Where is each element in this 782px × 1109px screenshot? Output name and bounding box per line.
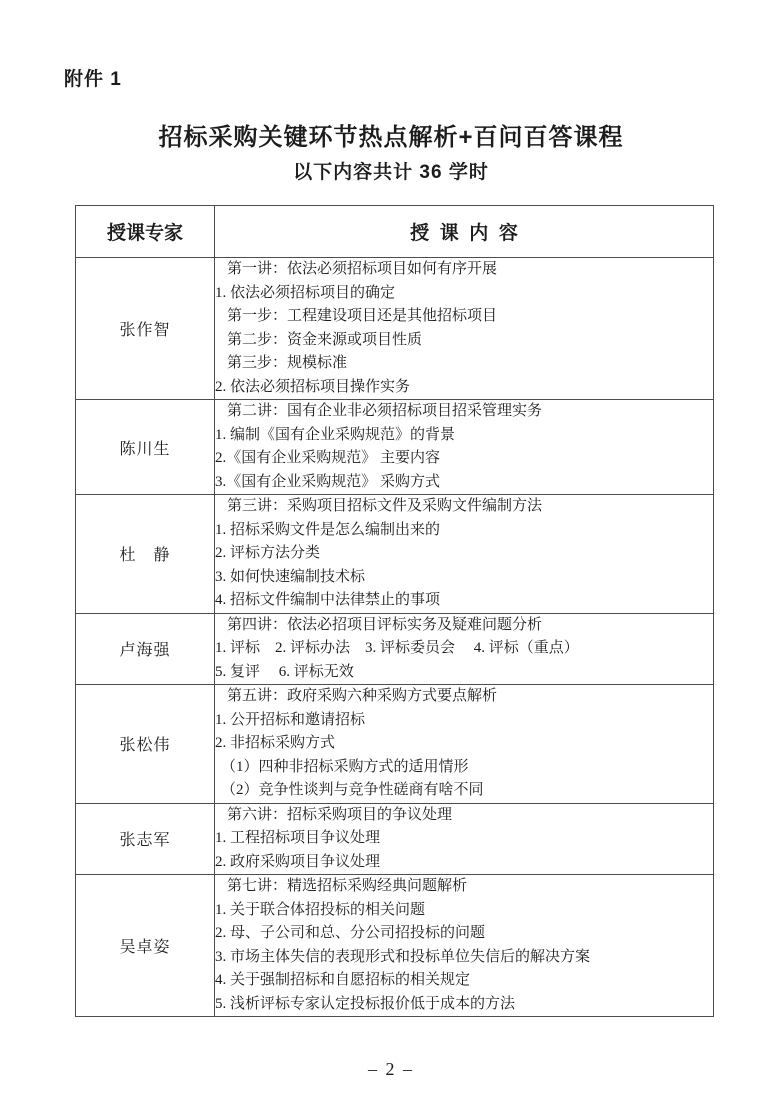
expert-name: 张志军 bbox=[76, 803, 215, 875]
content-line: 2. 评标方法分类 bbox=[215, 545, 321, 561]
content-line: 2. 政府采购项目争议处理 bbox=[215, 853, 381, 870]
content-line: 第七讲：精选招标采购经典问题解析 bbox=[227, 878, 468, 894]
content-line: 1. 关于联合体招投标的相关问题 bbox=[215, 901, 426, 918]
course-table bbox=[75, 205, 714, 1017]
content-line: 2. 非招标采购方式 bbox=[215, 735, 336, 751]
table-row bbox=[76, 685, 714, 804]
table-row bbox=[76, 400, 714, 495]
content-line: 1. 编制《国有企业采购规范》的背景 bbox=[215, 426, 456, 443]
table-row bbox=[76, 803, 714, 875]
content-line: 3.《国有企业采购规范》 采购方式 bbox=[215, 473, 441, 490]
table-row bbox=[76, 495, 714, 614]
expert-name: 张松伟 bbox=[76, 685, 215, 804]
expert-name: 张作智 bbox=[76, 258, 215, 400]
lecture-content-cell bbox=[215, 803, 714, 875]
page-number: – 2 – bbox=[368, 1059, 414, 1079]
expert-name: 卢海强 bbox=[76, 613, 215, 685]
content-line: 第一步：工程建设项目还是其他招标项目 bbox=[227, 308, 498, 324]
content-line: 第三讲：采购项目招标文件及采购文件编制方法 bbox=[227, 498, 543, 514]
expert-name: 陈川生 bbox=[76, 400, 215, 495]
expert-name: 吴卓姿 bbox=[76, 875, 215, 1017]
content-line: 3. 市场主体失信的表现形式和投标单位失信后的解决方案 bbox=[215, 948, 591, 965]
header-expert-column: 授课专家 bbox=[76, 206, 215, 258]
content-line: 第五讲：政府采购六种采购方式要点解析 bbox=[227, 688, 498, 704]
content-line: （1）四种非招标采购方式的适用情形 bbox=[221, 758, 469, 775]
content-line: 1. 公开招标和邀请招标 bbox=[215, 711, 366, 728]
content-line: 1. 评标 2. 评标办法 3. 评标委员会 4. 评标（重点） bbox=[215, 640, 579, 656]
table-body bbox=[76, 258, 714, 1017]
content-line: 5. 复评 6. 评标无效 bbox=[215, 663, 354, 680]
lecture-content-cell bbox=[215, 495, 714, 614]
table-row bbox=[76, 258, 714, 400]
content-line: 第六讲：招标采购项目的争议处理 bbox=[227, 806, 453, 823]
lecture-content-cell bbox=[215, 400, 714, 495]
content-line: 第二步：资金来源或项目性质 bbox=[227, 331, 423, 348]
page-subtitle: 以下内容共计 36 学时 bbox=[293, 162, 489, 183]
header-content-column: 授 课 内 容 bbox=[215, 206, 714, 258]
table-header-row bbox=[76, 206, 714, 258]
content-line: （2）竞争性谈判与竞争性磋商有啥不同 bbox=[221, 782, 484, 798]
content-line: 第一讲：依法必须招标项目如何有序开展 bbox=[227, 261, 498, 277]
content-line: 2. 依法必须招标项目操作实务 bbox=[215, 378, 411, 395]
content-line: 第二讲：国有企业非必须招标项目招采管理实务 bbox=[227, 403, 543, 419]
content-line: 第四讲：依法必招项目评标实务及疑难问题分析 bbox=[227, 616, 543, 633]
page-title: 招标采购关键环节热点解析+百问百答课程 bbox=[158, 124, 624, 151]
content-line: 第三步：规模标准 bbox=[227, 355, 348, 371]
expert-name: 杜 静 bbox=[76, 495, 215, 614]
content-line: 4. 关于强制招标和自愿招标的相关规定 bbox=[215, 972, 471, 988]
table-row bbox=[76, 613, 714, 685]
content-line: 1. 招标采购文件是怎么编制出来的 bbox=[215, 521, 441, 538]
attachment-label: 附件 1 bbox=[64, 69, 122, 90]
content-line: 2. 母、子公司和总、分公司招投标的问题 bbox=[215, 925, 486, 941]
content-line: 1. 依法必须招标项目的确定 bbox=[215, 284, 396, 301]
content-line: 1. 工程招标项目争议处理 bbox=[215, 830, 381, 846]
table-row bbox=[76, 875, 714, 1017]
lecture-content-cell bbox=[215, 613, 714, 685]
content-line: 5. 浅析评标专家认定投标报价低于成本的方法 bbox=[215, 995, 516, 1012]
content-line: 2.《国有企业采购规范》 主要内容 bbox=[215, 450, 441, 466]
content-line: 3. 如何快速编制技术标 bbox=[215, 568, 366, 585]
lecture-content-cell bbox=[215, 875, 714, 1017]
content-line: 4. 招标文件编制中法律禁止的事项 bbox=[215, 592, 441, 608]
lecture-content-cell bbox=[215, 685, 714, 804]
lecture-content-cell bbox=[215, 258, 714, 400]
